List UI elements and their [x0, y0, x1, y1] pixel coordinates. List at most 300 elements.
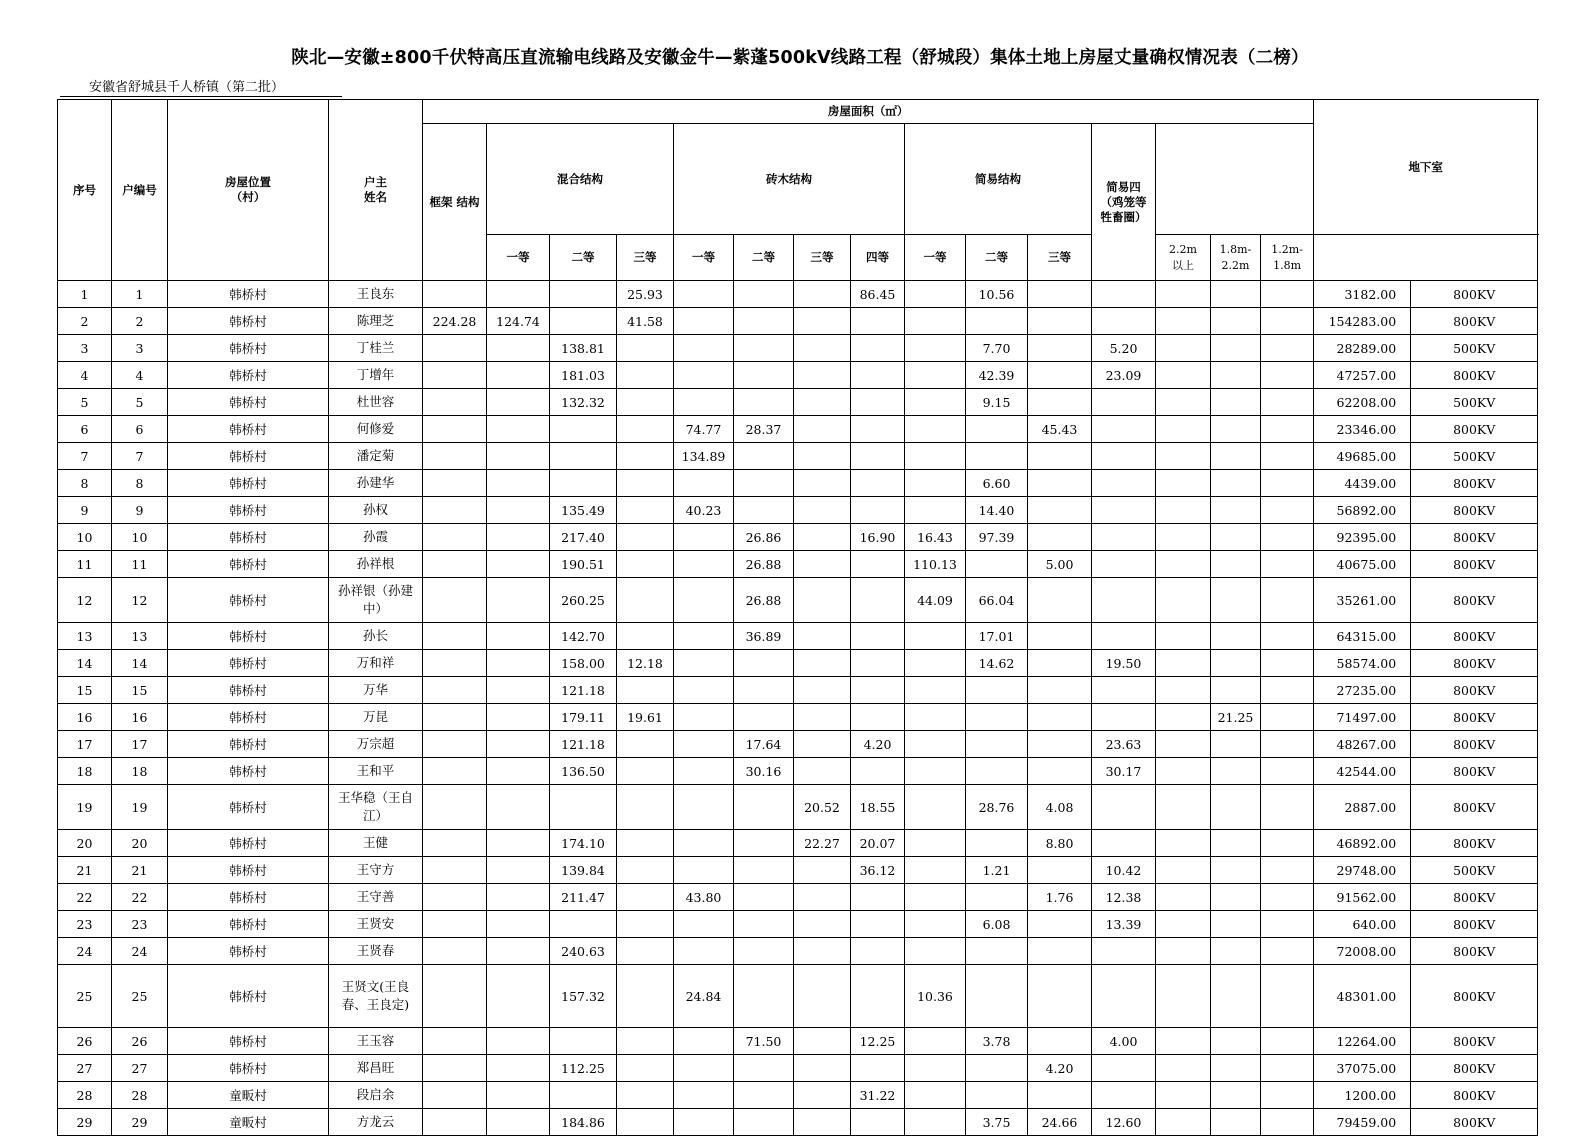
simple2-cell: 3.78	[966, 1028, 1028, 1055]
simple2-cell: 97.39	[966, 524, 1028, 551]
remark-cell: 800KV	[1411, 1055, 1538, 1082]
simple2-cell	[966, 731, 1028, 758]
remark-cell: 800KV	[1411, 497, 1538, 524]
village-cell: 韩桥村	[168, 524, 329, 551]
header-brick-grade1: 一等	[674, 235, 734, 281]
seq-cell: 16	[58, 704, 112, 731]
brick2-cell	[734, 1055, 794, 1082]
table-row	[58, 857, 1538, 884]
mixed1-cell	[487, 911, 550, 938]
owner-cell: 孙权	[329, 497, 423, 524]
village-cell: 韩桥村	[168, 731, 329, 758]
simple2-cell: 3.75	[966, 1109, 1028, 1136]
simple2-cell	[966, 965, 1028, 1028]
brick4-cell	[851, 389, 905, 416]
seq-cell: 11	[58, 551, 112, 578]
brick2-cell	[734, 884, 794, 911]
basement3-cell	[1261, 650, 1314, 677]
basement1-cell	[1156, 758, 1211, 785]
table-row	[58, 938, 1538, 965]
basement1-cell	[1156, 578, 1211, 623]
household-cell: 27	[112, 1055, 168, 1082]
mixed1-cell	[487, 830, 550, 857]
brick3-cell	[794, 1055, 851, 1082]
seq-cell: 10	[58, 524, 112, 551]
simple1-cell	[905, 416, 966, 443]
simple2-cell	[966, 704, 1028, 731]
mixed3-cell	[617, 677, 674, 704]
frame-cell	[423, 965, 487, 1028]
village-cell: 韩桥村	[168, 470, 329, 497]
brick4-cell	[851, 470, 905, 497]
compensation-cell: 62208.00	[1314, 389, 1411, 416]
brick2-cell: 30.16	[734, 758, 794, 785]
simple4-cell	[1092, 785, 1156, 830]
compensation-cell: 48267.00	[1314, 731, 1411, 758]
brick3-cell	[794, 857, 851, 884]
owner-cell: 杜世容	[329, 389, 423, 416]
owner-cell: 万昆	[329, 704, 423, 731]
table-row	[58, 731, 1538, 758]
brick2-cell	[734, 830, 794, 857]
simple1-cell	[905, 470, 966, 497]
mixed3-cell	[617, 443, 674, 470]
simple4-cell: 5.20	[1092, 335, 1156, 362]
mixed3-cell	[617, 362, 674, 389]
household-cell: 12	[112, 578, 168, 623]
brick2-cell	[734, 362, 794, 389]
seq-cell: 3	[58, 335, 112, 362]
mixed3-cell	[617, 497, 674, 524]
simple1-cell	[905, 497, 966, 524]
mixed3-cell	[617, 857, 674, 884]
remark-cell: 800KV	[1411, 758, 1538, 785]
brick3-cell	[794, 416, 851, 443]
brick3-cell	[794, 731, 851, 758]
mixed1-cell	[487, 857, 550, 884]
simple2-cell: 14.40	[966, 497, 1028, 524]
owner-cell: 孙长	[329, 623, 423, 650]
household-cell: 20	[112, 830, 168, 857]
basement3-cell	[1261, 731, 1314, 758]
remark-cell: 800KV	[1411, 677, 1538, 704]
brick2-cell: 71.50	[734, 1028, 794, 1055]
compensation-cell: 48301.00	[1314, 965, 1411, 1028]
brick2-cell	[734, 1109, 794, 1136]
seq-cell: 29	[58, 1109, 112, 1136]
household-cell: 21	[112, 857, 168, 884]
simple1-cell	[905, 335, 966, 362]
basement3-cell	[1261, 1082, 1314, 1109]
mixed3-cell: 12.18	[617, 650, 674, 677]
frame-cell	[423, 785, 487, 830]
compensation-cell: 58574.00	[1314, 650, 1411, 677]
mixed1-cell	[487, 389, 550, 416]
simple4-cell	[1092, 497, 1156, 524]
brick1-cell	[674, 758, 734, 785]
simple3-cell: 45.43	[1028, 416, 1092, 443]
remark-cell: 800KV	[1411, 731, 1538, 758]
frame-cell	[423, 704, 487, 731]
header-frame: 框架 结构	[423, 124, 487, 281]
owner-cell: 王健	[329, 830, 423, 857]
simple1-cell: 110.13	[905, 551, 966, 578]
basement3-cell	[1261, 911, 1314, 938]
brick3-cell	[794, 281, 851, 308]
simple3-cell	[1028, 650, 1092, 677]
basement2-cell	[1211, 389, 1261, 416]
basement3-cell	[1261, 758, 1314, 785]
basement2-cell	[1211, 938, 1261, 965]
brick2-cell: 26.88	[734, 551, 794, 578]
remark-cell: 800KV	[1411, 884, 1538, 911]
brick2-cell: 28.37	[734, 416, 794, 443]
simple2-cell	[966, 1082, 1028, 1109]
owner-cell: 王贤文(王良春、王良定)	[329, 965, 423, 1028]
basement1-cell	[1156, 965, 1211, 1028]
brick3-cell	[794, 1109, 851, 1136]
table-row	[58, 677, 1538, 704]
simple2-cell	[966, 884, 1028, 911]
seq-cell: 2	[58, 308, 112, 335]
remark-cell: 800KV	[1411, 785, 1538, 830]
brick4-cell: 4.20	[851, 731, 905, 758]
village-cell: 韩桥村	[168, 551, 329, 578]
simple1-cell	[905, 758, 966, 785]
seq-cell: 20	[58, 830, 112, 857]
brick4-cell	[851, 677, 905, 704]
basement2-cell	[1211, 623, 1261, 650]
mixed2-cell: 184.86	[550, 1109, 617, 1136]
simple4-cell	[1092, 470, 1156, 497]
table-row	[58, 704, 1538, 731]
owner-cell: 万和祥	[329, 650, 423, 677]
basement2-cell	[1211, 965, 1261, 1028]
brick2-cell	[734, 650, 794, 677]
header-area-group: 房屋面积（㎡）	[423, 100, 1314, 124]
brick2-cell: 36.89	[734, 623, 794, 650]
mixed1-cell	[487, 362, 550, 389]
frame-cell	[423, 731, 487, 758]
basement1-cell	[1156, 731, 1211, 758]
seq-cell: 17	[58, 731, 112, 758]
remark-cell: 800KV	[1411, 965, 1538, 1028]
frame-cell	[423, 884, 487, 911]
owner-cell: 王贤安	[329, 911, 423, 938]
basement2-cell	[1211, 1055, 1261, 1082]
simple3-cell: 5.00	[1028, 551, 1092, 578]
header-brick-grade3: 三等	[794, 235, 851, 281]
seq-cell: 12	[58, 578, 112, 623]
owner-cell: 段启余	[329, 1082, 423, 1109]
owner-cell: 王玉容	[329, 1028, 423, 1055]
simple2-cell: 17.01	[966, 623, 1028, 650]
mixed2-cell: 135.49	[550, 497, 617, 524]
simple4-cell: 19.50	[1092, 650, 1156, 677]
seq-cell: 25	[58, 965, 112, 1028]
basement2-cell	[1211, 830, 1261, 857]
mixed2-cell: 121.18	[550, 677, 617, 704]
simple3-cell	[1028, 1082, 1092, 1109]
owner-cell: 王守方	[329, 857, 423, 884]
basement1-cell	[1156, 470, 1211, 497]
mixed2-cell: 211.47	[550, 884, 617, 911]
mixed2-cell	[550, 785, 617, 830]
basement3-cell	[1261, 1109, 1314, 1136]
table-row	[58, 335, 1538, 362]
brick4-cell	[851, 362, 905, 389]
brick2-cell	[734, 911, 794, 938]
simple4-cell	[1092, 623, 1156, 650]
brick4-cell	[851, 551, 905, 578]
brick1-cell	[674, 830, 734, 857]
simple4-cell: 12.60	[1092, 1109, 1156, 1136]
simple3-cell: 1.76	[1028, 884, 1092, 911]
remark-cell: 800KV	[1411, 938, 1538, 965]
mixed3-cell	[617, 578, 674, 623]
mixed1-cell	[487, 470, 550, 497]
header-brick-grade2: 二等	[734, 235, 794, 281]
brick2-cell	[734, 443, 794, 470]
mixed2-cell	[550, 416, 617, 443]
remark-cell: 800KV	[1411, 1109, 1538, 1136]
mixed1-cell	[487, 704, 550, 731]
brick1-cell	[674, 362, 734, 389]
basement2-cell	[1211, 335, 1261, 362]
simple4-cell: 23.63	[1092, 731, 1156, 758]
brick4-cell: 86.45	[851, 281, 905, 308]
mixed2-cell: 157.32	[550, 965, 617, 1028]
mixed1-cell	[487, 1055, 550, 1082]
basement3-cell	[1261, 308, 1314, 335]
basement3-cell	[1261, 551, 1314, 578]
mixed1-cell	[487, 335, 550, 362]
mixed3-cell	[617, 335, 674, 362]
simple2-cell: 1.21	[966, 857, 1028, 884]
mixed1-cell	[487, 965, 550, 1028]
remark-cell: 800KV	[1411, 416, 1538, 443]
village-cell: 韩桥村	[168, 281, 329, 308]
table-row	[58, 758, 1538, 785]
header-simple-grade2: 二等	[966, 235, 1028, 281]
brick3-cell	[794, 308, 851, 335]
basement2-cell	[1211, 308, 1261, 335]
frame-cell	[423, 335, 487, 362]
brick3-cell	[794, 551, 851, 578]
mixed1-cell	[487, 497, 550, 524]
header-owner: 户主 姓名	[329, 100, 423, 281]
frame-cell	[423, 830, 487, 857]
basement1-cell	[1156, 623, 1211, 650]
frame-cell	[423, 416, 487, 443]
simple2-cell	[966, 938, 1028, 965]
mixed2-cell: 240.63	[550, 938, 617, 965]
owner-cell: 陈理芝	[329, 308, 423, 335]
mixed1-cell: 124.74	[487, 308, 550, 335]
simple1-cell	[905, 911, 966, 938]
mixed1-cell	[487, 677, 550, 704]
basement2-cell	[1211, 911, 1261, 938]
mixed1-cell	[487, 1082, 550, 1109]
simple4-cell: 30.17	[1092, 758, 1156, 785]
household-cell: 7	[112, 443, 168, 470]
household-cell: 5	[112, 389, 168, 416]
owner-cell: 丁增年	[329, 362, 423, 389]
simple1-cell	[905, 785, 966, 830]
owner-cell: 万宗超	[329, 731, 423, 758]
brick4-cell: 12.25	[851, 1028, 905, 1055]
simple2-cell: 14.62	[966, 650, 1028, 677]
remark-cell: 800KV	[1411, 1082, 1538, 1109]
brick4-cell	[851, 911, 905, 938]
table-row	[58, 1109, 1538, 1136]
basement2-cell	[1211, 884, 1261, 911]
mixed2-cell	[550, 470, 617, 497]
brick1-cell: 40.23	[674, 497, 734, 524]
brick1-cell	[674, 308, 734, 335]
mixed2-cell: 158.00	[550, 650, 617, 677]
household-cell: 23	[112, 911, 168, 938]
brick1-cell	[674, 785, 734, 830]
table-row	[58, 362, 1538, 389]
simple4-cell	[1092, 1055, 1156, 1082]
table-row	[58, 578, 1538, 623]
header-simple: 简易结构	[905, 124, 1092, 235]
basement1-cell	[1156, 857, 1211, 884]
village-cell: 韩桥村	[168, 938, 329, 965]
household-cell: 15	[112, 677, 168, 704]
remark-cell: 800KV	[1411, 623, 1538, 650]
brick1-cell	[674, 470, 734, 497]
compensation-cell: 47257.00	[1314, 362, 1411, 389]
brick1-cell	[674, 677, 734, 704]
table-row	[58, 965, 1538, 1028]
mixed2-cell	[550, 911, 617, 938]
village-cell: 韩桥村	[168, 578, 329, 623]
seq-cell: 28	[58, 1082, 112, 1109]
owner-cell: 孙建华	[329, 470, 423, 497]
basement2-cell	[1211, 731, 1261, 758]
table-row	[58, 650, 1538, 677]
mixed1-cell	[487, 938, 550, 965]
brick1-cell	[674, 938, 734, 965]
simple3-cell: 8.80	[1028, 830, 1092, 857]
simple4-cell	[1092, 578, 1156, 623]
brick3-cell	[794, 884, 851, 911]
simple1-cell	[905, 857, 966, 884]
basement3-cell	[1261, 362, 1314, 389]
brick3-cell	[794, 965, 851, 1028]
brick1-cell	[674, 281, 734, 308]
compensation-cell: 29748.00	[1314, 857, 1411, 884]
mixed2-cell	[550, 281, 617, 308]
basement1-cell	[1156, 884, 1211, 911]
simple2-cell: 66.04	[966, 578, 1028, 623]
simple3-cell	[1028, 857, 1092, 884]
mixed1-cell	[487, 650, 550, 677]
mixed3-cell	[617, 938, 674, 965]
remark-cell: 800KV	[1411, 1028, 1538, 1055]
frame-cell	[423, 578, 487, 623]
seq-cell: 14	[58, 650, 112, 677]
owner-cell: 方龙云	[329, 1109, 423, 1136]
mixed1-cell	[487, 731, 550, 758]
simple1-cell	[905, 650, 966, 677]
simple4-cell: 23.09	[1092, 362, 1156, 389]
village-cell: 韩桥村	[168, 965, 329, 1028]
household-cell: 11	[112, 551, 168, 578]
remark-cell: 800KV	[1411, 281, 1538, 308]
compensation-cell: 27235.00	[1314, 677, 1411, 704]
header-simple4: 简易四 （鸡笼等 牲畜圈）	[1092, 124, 1156, 281]
seq-cell: 22	[58, 884, 112, 911]
mixed1-cell	[487, 758, 550, 785]
table-row	[58, 623, 1538, 650]
simple3-cell	[1028, 623, 1092, 650]
brick4-cell	[851, 938, 905, 965]
basement3-cell	[1261, 623, 1314, 650]
brick2-cell	[734, 335, 794, 362]
basement1-cell	[1156, 1055, 1211, 1082]
house-measurement-table	[57, 99, 1538, 1136]
village-cell: 韩桥村	[168, 884, 329, 911]
owner-cell: 王良东	[329, 281, 423, 308]
basement2-cell	[1211, 416, 1261, 443]
basement1-cell	[1156, 911, 1211, 938]
brick4-cell	[851, 335, 905, 362]
brick3-cell	[794, 1028, 851, 1055]
household-cell: 4	[112, 362, 168, 389]
brick3-cell: 20.52	[794, 785, 851, 830]
simple2-cell: 10.56	[966, 281, 1028, 308]
table-row	[58, 1082, 1538, 1109]
header-location: 房屋位置 （村）	[168, 100, 329, 281]
brick1-cell: 43.80	[674, 884, 734, 911]
simple2-cell: 42.39	[966, 362, 1028, 389]
compensation-cell: 79459.00	[1314, 1109, 1411, 1136]
mixed3-cell	[617, 1028, 674, 1055]
village-cell: 韩桥村	[168, 911, 329, 938]
compensation-cell: 72008.00	[1314, 938, 1411, 965]
village-cell: 韩桥村	[168, 830, 329, 857]
simple2-cell	[966, 308, 1028, 335]
basement1-cell	[1156, 785, 1211, 830]
simple3-cell	[1028, 470, 1092, 497]
simple1-cell	[905, 281, 966, 308]
table-row	[58, 416, 1538, 443]
owner-cell: 万华	[329, 677, 423, 704]
table-row	[58, 470, 1538, 497]
table-row	[58, 884, 1538, 911]
mixed3-cell	[617, 524, 674, 551]
brick3-cell	[794, 938, 851, 965]
seq-cell: 4	[58, 362, 112, 389]
brick3-cell	[794, 470, 851, 497]
brick4-cell: 20.07	[851, 830, 905, 857]
brick1-cell	[674, 1109, 734, 1136]
simple2-cell	[966, 416, 1028, 443]
owner-cell: 郑昌旺	[329, 1055, 423, 1082]
mixed2-cell: 260.25	[550, 578, 617, 623]
seq-cell: 1	[58, 281, 112, 308]
brick2-cell	[734, 677, 794, 704]
seq-cell: 6	[58, 416, 112, 443]
mixed3-cell	[617, 884, 674, 911]
basement2-cell	[1211, 362, 1261, 389]
compensation-cell: 4439.00	[1314, 470, 1411, 497]
simple4-cell	[1092, 704, 1156, 731]
frame-cell	[423, 362, 487, 389]
